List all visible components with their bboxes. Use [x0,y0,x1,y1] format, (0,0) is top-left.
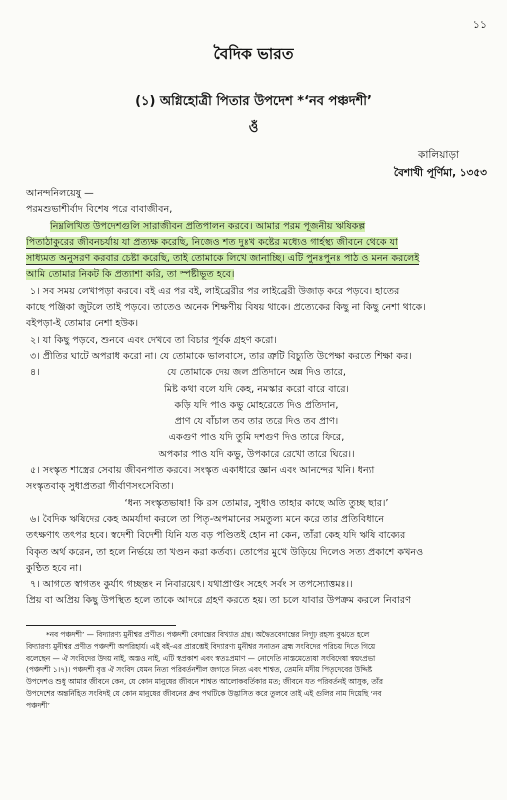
body-line: প্রিয় বা অপ্রিয় কিছু উপস্থিত হলে তাকে আদরে গ্রহণ করতে হয়। তা চলে যাবার উপক্রম করলে নিবারণ [26,595,411,607]
blessing-line: পরমশুভাশীর্বাদ বিশেষ পরে বাবাজীবন, [26,204,173,216]
point-2: ২। যা কিছু পড়বে, শুনবে এবং দেখবে তা বিচার পূর্বক গ্রহণ করো। [30,334,277,346]
footnote-line: (পঞ্চদশী ১।৭)। পঞ্চদশী বৃত্ত ঐ সংবিদ যেমন নিত্য পরিবর্তনশীল জগতে নিত্য এবং শাশ্বত, তেমনি মদীয় পিতৃদেবের উদ্দিষ্ট [26,665,373,675]
body-line: বিকৃত অর্থ করেন, তা হলে নির্ভয়ে তা খণ্ডন করা কর্তব্য। তোপের মুখে উড়িয়ে দিলেও সত্য প্রকাশে কখনও [26,546,424,558]
footnote-line: বিদ্যারণ্য মুনীশ্বর প্রণীত পঞ্চদশী অপরিহার্য। এই বই-এর প্রারম্ভেই বিদ্যারণ্য মুনীশ্বর সনাতন ব্রহ্ম সংবিদের পরিচয় দিতে গিয়ে [26,641,376,651]
footnote-line: বলেছেন — ঐ সংবিদের উদয় নাই, অস্তও নাই, এটি স্বপ্রকাশ এবং স্বতঃপ্রমাণ — নোদেতি নাস্তমেত্যেষা সংবিদেষা স্বয়ংপ্রভা [26,653,376,663]
verse-block [26,365,487,381]
body-line: তৎক্ষণাৎ তৎপর হবে। স্বদেশী বিদেশী যিনি যত বড় পণ্ডিতই হোন না কেন, তাঁরা কেহ যদি ঋষি বাক্যের [26,530,406,542]
point-5: ৫। সংস্কৃত শাস্ত্রের সেবায় জীবনপাত করবে। সংস্কৃত একাধারে জ্ঞান এবং আনন্দের খনি। ধন্যা [30,465,375,477]
body-line [26,235,487,251]
om-symbol: ওঁ [248,121,259,136]
highlighted-text: নিম্নলিখিত উপদেশগুলি সারাজীবন প্রতিপালন করবে। আমার পরম পূজনীয় ঋষিকল্প [50,220,366,232]
footnote [26,629,487,712]
body-line: কাছে পঞ্জিকা জুটলে তাই পড়বে। তাতেও অনেক শিক্ষণীয় বিষয় থাকে। প্রত্যেকের কিছু না কিছু নেশা থাকে। [26,302,426,314]
footnote-line: উপদেশের অন্তর্নিহিত সংবিদই যে কোন মানুষের জীবনের ধ্রুব পথটিকে উদ্ভাসিত করে তুলবে তাই এই গুলির নাম দিয়েছি ‘নব [26,688,382,698]
verse-label: ৪। [30,367,40,379]
page-number: ১১ [472,18,487,31]
verse-line: অপকার পাও যদি কভু, উপকারে রেখো তারে ঘিরে।। [158,448,355,460]
verse-line: একগুণ পাও যদি তুমি দশগুণ দিও তারে ফিরে, [168,432,345,444]
body-line: সংস্কৃতবাক্ সুধাপ্রতরা গীর্বাণসংসেবিতা। [26,481,174,493]
point-3: ৩। প্রীতির ঘাটে অপরাধ করো না। যে তোমাকে ভালবাসে, তার ত্রুটি বিচ্যুতি উপেক্ষা করতে শিক্ষা কর। [30,350,412,362]
body-line [26,219,487,235]
letter-place: কালিয়াড়া [418,149,459,161]
point-6: ৬। বৈদিক ঋষিদের কেহ অমর্যাদা করলে তা পিতৃ-অপমানের সমতুল্য মনে করে তার প্রতিবিধানে [30,513,384,525]
body-line [26,251,487,267]
highlighted-text: পিতাঠাকুরের জীবনচর্যায় যা প্রত্যক্ষ করেছি, নিজেও শত দুঃখ কষ্টের মধ্যেও গার্হস্থ্য জীবনে থেকে যা [26,236,398,248]
section-heading: (১) অগ্নিহোত্রী পিতার উপদেশ *‘নব পঞ্চদশী’ [135,94,372,109]
quote-line: ‘ধন্য সংস্কৃতভাষা! কি রস তোমার, সুধাও তাহার কাছে অতি তুচ্ছ ছার।’ [124,497,389,509]
letter-date: বৈশাখী পূর্ণিমা, ১৩৫৩ [393,167,487,179]
body-line: কুণ্ঠিত হবে না। [26,562,82,574]
body-line: বইপড়া-ই তোমার নেশা হউক। [26,318,139,330]
verse-line: প্রাণ যে বাঁচাল তব তার তরে দিও তব প্রাণ। [174,416,339,428]
point-1: ১। সব সময় লেখাপড়া করবে। বই এর পর বই, লাইব্রেরীর পর লাইব্রেরী উজাড় করে পড়বে। হাতের [30,285,400,297]
letter-body [26,186,487,610]
highlighted-text: সাধ্যমত অনুসরণ করবার চেষ্টা করেছি, তাই তোমাকে লিখে জানাচ্ছি। এটি পুনঃপুনঃ পাঠ ও মনন করলেই [26,253,420,265]
verse-line: যে তোমাকে দেয় জল প্রতিদানে অন্ন দিও তারে, [167,367,346,379]
footnote-line: *নব পঞ্চদশী’ — বিদ্যারণ্য মুনীশ্বর প্রণীত। পঞ্চদশী বেদান্তের বিখ্যাত গ্রন্থ। অদ্বৈতবেদান্তের নিগূঢ় রহস্য বুঝতে হলে [46,630,370,639]
verse-line: মিষ্ট কথা বলে যদি কেহ, নমস্কার করো বারে বারে। [164,383,349,395]
verse-line: কড়ি যদি পাও কভু মোহরেতে দিও প্রতিদান, [174,399,339,411]
body-line [26,267,487,283]
footnote-line: পঞ্চদশী’ [26,700,50,710]
point-7: ৭। আগতে স্বাগতং কুর্যাৎ গচ্ছন্তং ন নিবারয়েৎ। যথাপ্রাপ্তং সহেৎ সর্বং স তপস্যোত্তমঃ।। [30,579,353,591]
salutation: আনন্দনিলয়েষু — [26,188,94,199]
page-title: বৈদিক ভারত [213,45,294,63]
footnote-divider [26,625,176,626]
highlighted-text: আমি তোমার নিকট কি প্রত্যাশা করি, তা স্পষ্টীভূত হবে। [26,269,235,281]
footnote-line: উপদেশও শুধু আমার জীবনে কেন, যে কোন মানুষের জীবনে শাশ্বত আলোকবর্তিকার মত; জীবনে যত পরিবর্তনই আসুক, তাঁর [26,677,383,687]
